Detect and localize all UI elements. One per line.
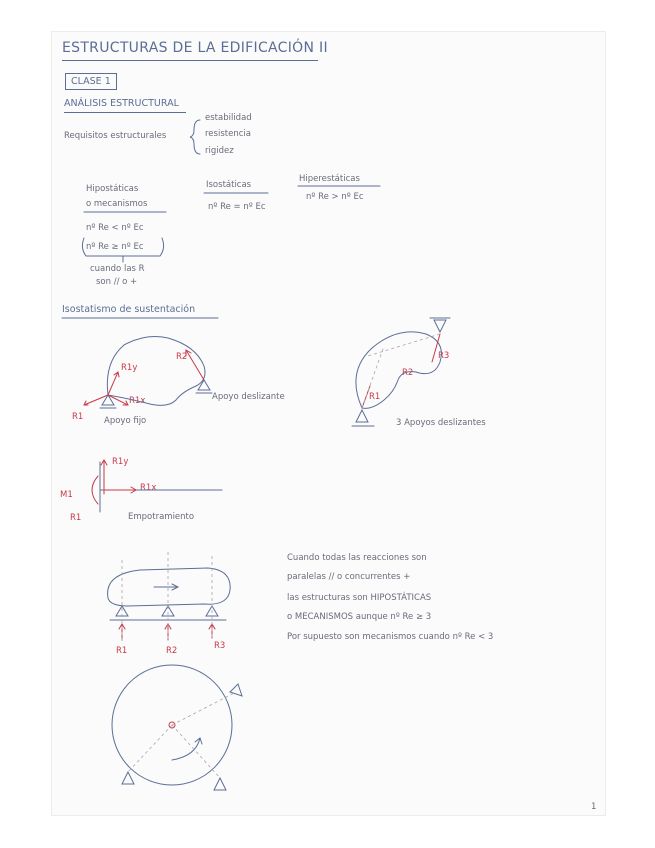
isostatismo-heading: Isostatismo de sustentación	[62, 304, 196, 315]
fig3-r1-label: R1	[70, 513, 82, 523]
fig2-support-top	[434, 320, 446, 332]
fig3-r1x-arrow	[104, 487, 136, 493]
fig2-body	[356, 332, 441, 408]
requisitos-brace	[190, 120, 200, 154]
iso-title: Isostáticas	[206, 180, 252, 190]
fig1-r1x-label: R1x	[129, 396, 146, 406]
hiper-cond: nº Re > nº Ec	[306, 192, 364, 202]
fig1-r2-label: R2	[176, 352, 188, 362]
hipo-cond-2: nº Re ≥ nº Ec	[86, 242, 144, 252]
fig1-r1-label: R1	[72, 412, 84, 422]
fig5-dashed-3	[172, 725, 220, 778]
fig5-dashed-2	[128, 725, 172, 772]
fig4-r2-label: R2	[166, 646, 178, 656]
fig1-r1-arrow	[84, 395, 108, 405]
note-line-5: Por supuesto son mecanismos cuando nº Re < 3	[287, 632, 494, 642]
requisito-resistencia: resistencia	[205, 129, 251, 139]
fig1-r1y-arrow	[108, 372, 119, 395]
fig3-r1x-label: R1x	[140, 483, 157, 493]
fig2-dashed-2	[368, 334, 440, 356]
fig3-r1y-label: R1y	[112, 457, 129, 467]
fig2-support-bottom	[356, 410, 368, 422]
fig1-r2-arrow	[186, 350, 204, 380]
iso-cond: nº Re = nº Ec	[208, 202, 266, 212]
page-title: ESTRUCTURAS DE LA EDIFICACIÓN II	[62, 40, 328, 56]
note-line-2: paralelas // o concurrentes +	[287, 572, 411, 582]
hipo-note-2: son // o +	[96, 277, 138, 287]
note-line-3: las estructuras son HIPOSTÁTICAS	[287, 593, 432, 603]
fig1-apoyo-deslizante: Apoyo deslizante	[212, 392, 285, 402]
fig2-r2-label: R2	[402, 368, 414, 378]
hipo-note-1: cuando las R	[90, 264, 145, 274]
requisito-rigidez: rigidez	[205, 146, 234, 156]
hipo-title-2: o mecanismos	[86, 199, 148, 209]
fig1-body	[107, 337, 205, 406]
requisitos-label: Requisitos estructurales	[64, 131, 167, 141]
fig1-slide-support	[198, 380, 210, 390]
page-number: 1	[591, 802, 597, 812]
fig3-m1-arc	[92, 476, 98, 504]
fig5-support-bottom	[214, 778, 226, 790]
hiper-title: Hiperestáticas	[299, 174, 360, 184]
note-line-1: Cuando todas las reacciones son	[287, 553, 427, 563]
analisis-heading: ANÁLISIS ESTRUCTURAL	[64, 98, 179, 109]
fig5-rotation-arrow	[172, 738, 202, 760]
fig4-r1-label: R1	[116, 646, 128, 656]
fig3-m1-label: M1	[60, 490, 73, 500]
hipo-cond-1: nº Re < nº Ec	[86, 223, 144, 233]
hipo-cond-bracket	[82, 238, 163, 256]
note-line-4: o MECANISMOS aunque nº Re ≥ 3	[287, 612, 432, 622]
fig2-caption: 3 Apoyos deslizantes	[396, 418, 486, 428]
requisito-estabilidad: estabilidad	[205, 113, 252, 123]
hipo-title-1: Hipostáticas	[86, 184, 139, 194]
fig3-caption: Empotramiento	[128, 512, 195, 522]
fig5-dashed-1	[172, 692, 236, 725]
fig4-r3-label: R3	[214, 641, 226, 651]
fig5-support-left	[122, 772, 134, 784]
fig4-arrow	[154, 584, 178, 590]
fig2-r1-label: R1	[369, 392, 381, 402]
fig1-r1y-label: R1y	[121, 363, 138, 373]
fig3-r1y-arrow	[101, 460, 107, 494]
fig1-apoyo-fijo: Apoyo fijo	[104, 416, 147, 426]
class-label: CLASE 1	[65, 73, 117, 90]
fig2-r3-label: R3	[438, 351, 450, 361]
